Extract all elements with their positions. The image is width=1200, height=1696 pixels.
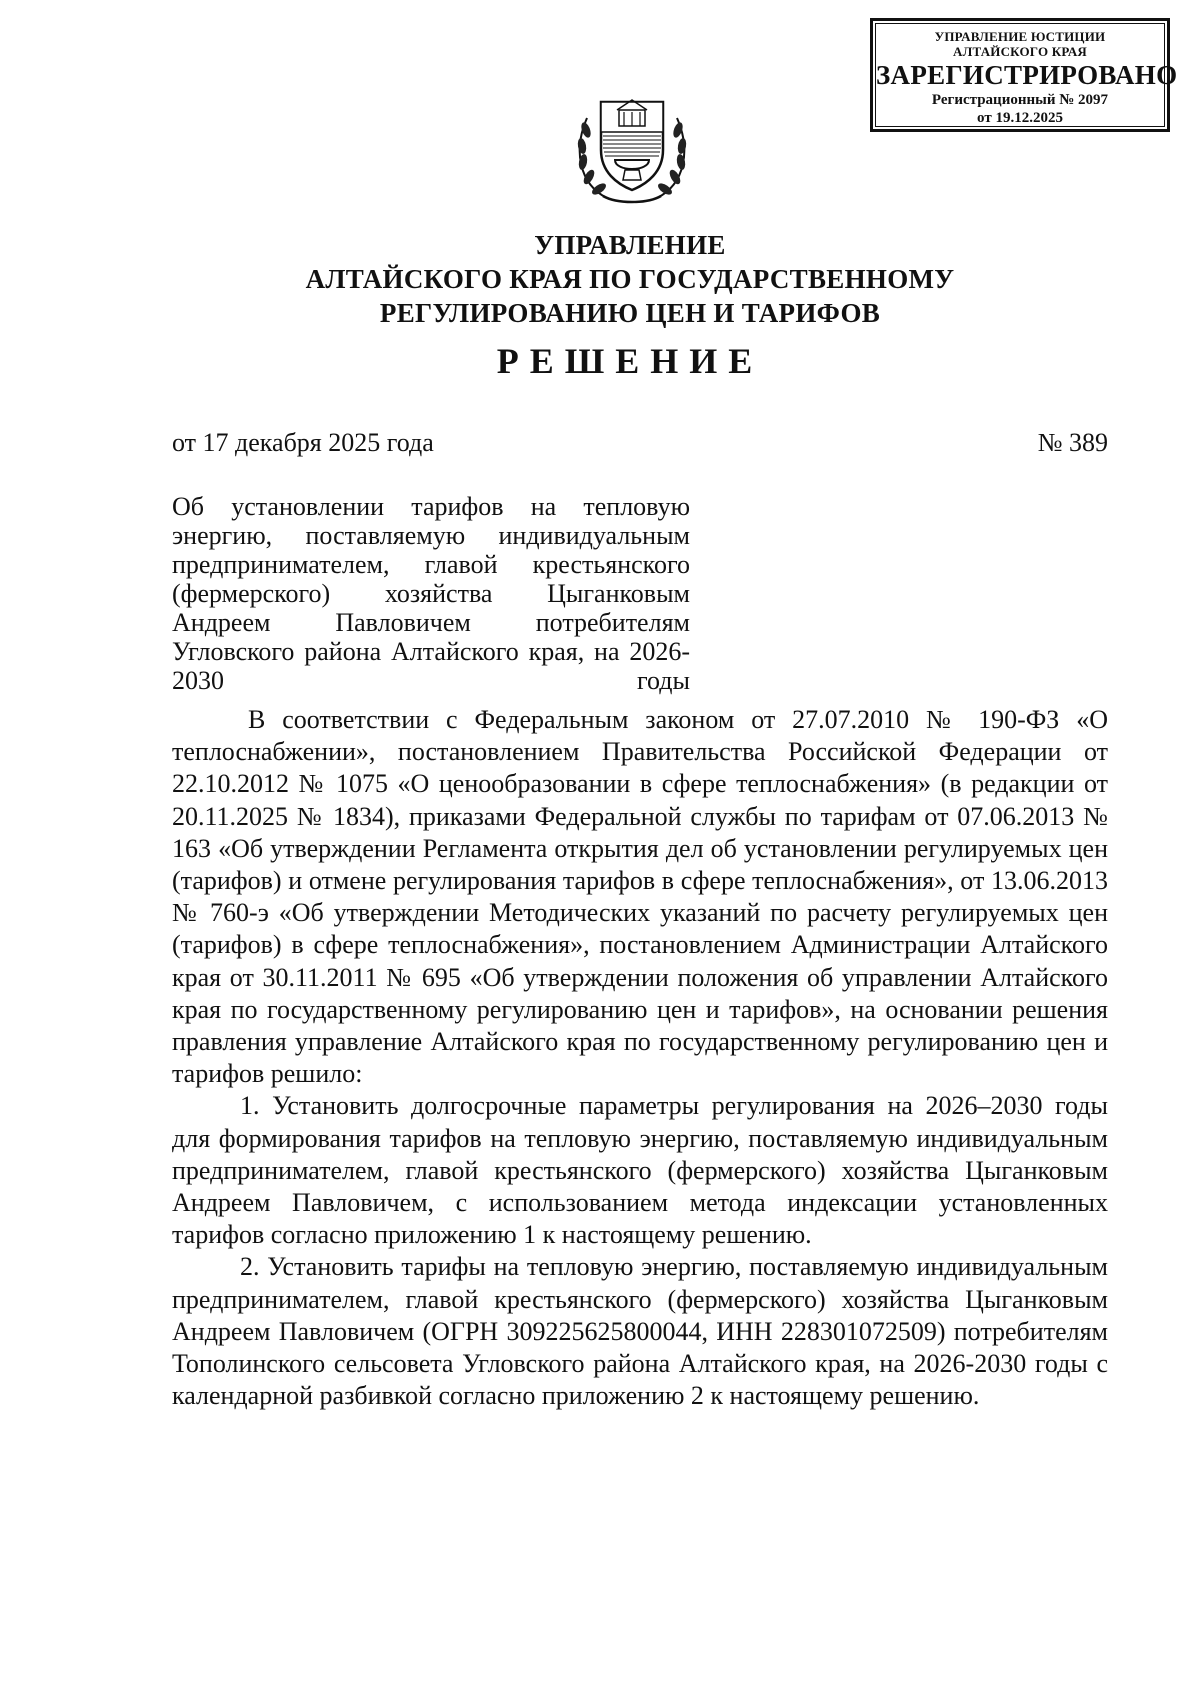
preamble-paragraph: В соответствии с Федеральным законом от 27.07.2010 № 190-ФЗ «О теплоснабжении», постановлением Правительства Российской Федерации от 22.10.2012 № 1075 «О ценообразовании в сфере теплоснабжения» (в редакции от 20.11.2025 № 1834), приказами Федеральной службы по тарифам от 07.06.2013 № 163 «Об утверждении Регламента открытия дел об установлении регулируемых цен (тарифов) и отмене регулирования тарифов в сфере теплоснабжения», от 13.06.2013 № 760-э «Об утверждении Методических указаний по расчету регулируемых цен (тарифов) в сфере теплоснабжения», постановлением Администрации Алтайского края от 30.11.2011 № 695 «Об утверждении положения об управлении Алтайского края по государственному регулированию цен и тарифов», на основании решения правления управление Алтайского края по государственному регулированию цен и тарифов решило: bbox=[172, 705, 1108, 1089]
stamp-reg-date: от 19.12.2025 bbox=[977, 110, 1063, 126]
decision-item-2: 2. Установить тарифы на тепловую энергию, поставляемую индивидуальным предпринимателем, главой крестьянского (фермерского) хозяйства Цыганковым Андреем Павловичем (ОГРН 309225625800044, ИНН 228301072509) потребителям Тополинского сельсовета Угловского района Алтайского края, на 2026-2030 годы с календарной разбивкой согласно приложению 2 к настоящему решению. bbox=[172, 1252, 1108, 1411]
decision-number: № 389 bbox=[1037, 428, 1108, 457]
registration-stamp bbox=[870, 18, 1178, 132]
decision-body bbox=[172, 704, 1108, 1412]
stamp-org-line2: АЛТАЙСКОГО КРАЯ bbox=[953, 44, 1087, 59]
document-type-heading: РЕШЕНИЕ bbox=[496, 341, 764, 381]
organization-title-line3: РЕГУЛИРОВАНИЮ ЦЕН И ТАРИФОВ bbox=[379, 298, 881, 328]
altai-krai-coat-of-arms-icon bbox=[567, 80, 697, 208]
registration-stamp-frame bbox=[875, 23, 1178, 127]
decision-subject: Об установлении тарифов на тепловую энергию, поставляемую индивидуальным предпринимателем, главой крестьянского (фермерского) хозяйства Цыганковым Андреем Павловичем потребителям Угловского района Алтайского края, на 2026-2030 годы bbox=[172, 492, 690, 695]
organization-title bbox=[200, 228, 1060, 330]
stamp-status: ЗАРЕГИСТРИРОВАНО bbox=[876, 60, 1178, 90]
stamp-org-name bbox=[876, 24, 1164, 59]
decision-date: от 17 декабря 2025 года bbox=[172, 428, 434, 457]
organization-title-line2: АЛТАЙСКОГО КРАЯ ПО ГОСУДАРСТВЕННОМУ bbox=[305, 264, 955, 294]
organization-title-line1: УПРАВЛЕНИЕ bbox=[534, 230, 726, 260]
stamp-org-line1: УПРАВЛЕНИЕ ЮСТИЦИИ bbox=[934, 29, 1106, 44]
stamp-reg-number: Регистрационный № 2097 bbox=[931, 92, 1109, 108]
decision-item-1: 1. Установить долгосрочные параметры регулирования на 2026–2030 годы для формирования тарифов на тепловую энергию, поставляемую индивидуальным предпринимателем, главой крестьянского (фермерского) хозяйства Цыганковым Андреем Павловичем, с использованием метода индексации установленных тарифов согласно приложению 1 к настоящему решению. bbox=[172, 1091, 1108, 1250]
